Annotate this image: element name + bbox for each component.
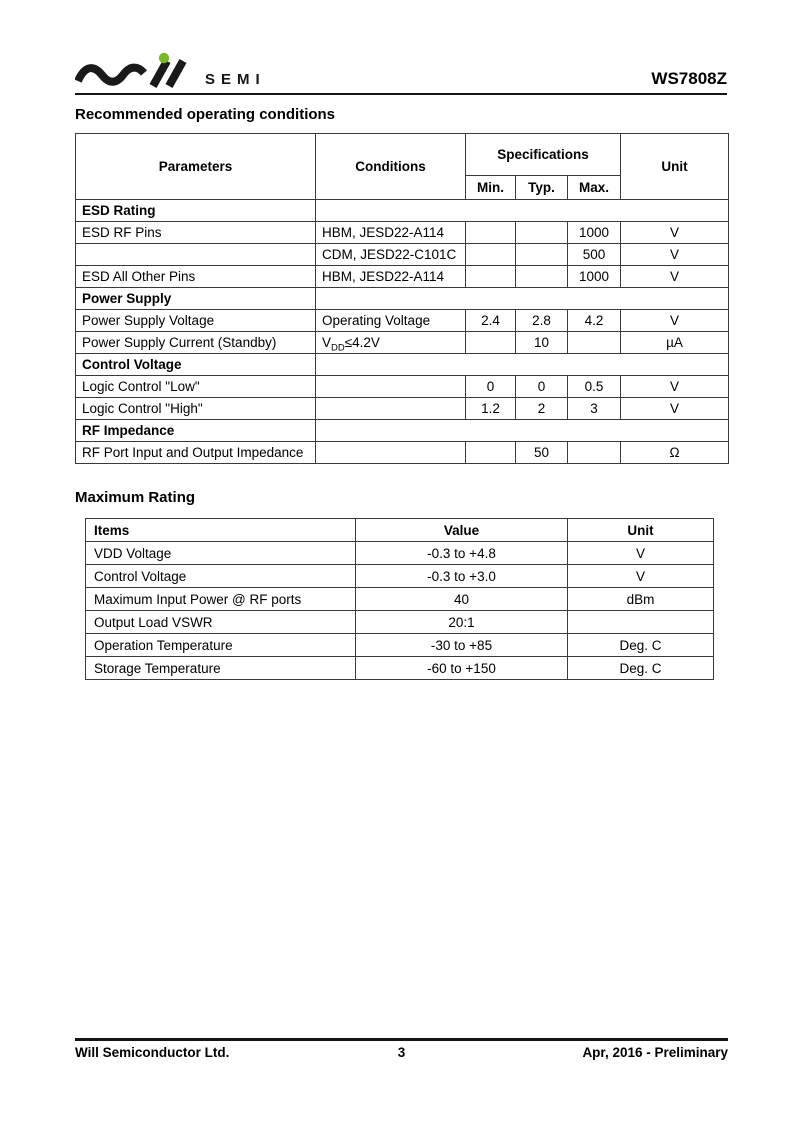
value-cell: 40 bbox=[356, 588, 568, 611]
min-cell bbox=[466, 244, 516, 266]
unit-cell: dBm bbox=[568, 588, 714, 611]
unit-cell: V bbox=[621, 222, 729, 244]
col-header-max: Max. bbox=[568, 176, 621, 200]
section-title-operating-conditions: Recommended operating conditions bbox=[75, 106, 336, 123]
min-cell: 1.2 bbox=[466, 398, 516, 420]
unit-cell: V bbox=[621, 244, 729, 266]
col-header-items: Items bbox=[86, 519, 356, 542]
page-header bbox=[75, 48, 727, 90]
col-header-specifications: Specifications bbox=[466, 134, 621, 176]
maximum-rating-table bbox=[85, 518, 714, 680]
max-cell: 4.2 bbox=[568, 310, 621, 332]
company-logo bbox=[75, 52, 266, 90]
table-row bbox=[86, 565, 714, 588]
table-row bbox=[76, 442, 729, 464]
section-empty-cell bbox=[316, 354, 729, 376]
table-row bbox=[76, 266, 729, 288]
parameter-cell: Logic Control "Low" bbox=[76, 376, 316, 398]
value-cell: 20:1 bbox=[356, 611, 568, 634]
min-cell bbox=[466, 222, 516, 244]
col-header-conditions: Conditions bbox=[316, 134, 466, 200]
section-empty-cell bbox=[316, 420, 729, 442]
min-cell bbox=[466, 266, 516, 288]
table-row bbox=[76, 310, 729, 332]
parameter-cell: Power Supply Voltage bbox=[76, 310, 316, 332]
unit-cell: Deg. C bbox=[568, 657, 714, 680]
max-cell bbox=[568, 332, 621, 354]
condition-cell: Operating Voltage bbox=[316, 310, 466, 332]
item-cell: Storage Temperature bbox=[86, 657, 356, 680]
table-row bbox=[86, 611, 714, 634]
section-row bbox=[76, 288, 729, 310]
operating-conditions-tbody bbox=[76, 200, 729, 464]
table-row bbox=[86, 657, 714, 680]
col-header-unit: Unit bbox=[621, 134, 729, 200]
section-label-cell: ESD Rating bbox=[76, 200, 316, 222]
condition-cell: $V_{DD}\le 4.2V$ bbox=[316, 332, 466, 354]
max-cell: 3 bbox=[568, 398, 621, 420]
section-label-cell: RF Impedance bbox=[76, 420, 316, 442]
table-row bbox=[76, 244, 729, 266]
typ-cell: 2.8 bbox=[516, 310, 568, 332]
typ-cell: 2 bbox=[516, 398, 568, 420]
col-header-unit: Unit bbox=[568, 519, 714, 542]
unit-cell bbox=[568, 611, 714, 634]
table-header-row bbox=[86, 519, 714, 542]
typ-cell bbox=[516, 244, 568, 266]
condition-cell bbox=[316, 376, 466, 398]
item-cell: Maximum Input Power @ RF ports bbox=[86, 588, 356, 611]
max-cell bbox=[568, 442, 621, 464]
unit-cell: V bbox=[568, 565, 714, 588]
col-header-value: Value bbox=[356, 519, 568, 542]
col-header-min: Min. bbox=[466, 176, 516, 200]
unit-cell: V bbox=[621, 266, 729, 288]
section-title-maximum-rating: Maximum Rating bbox=[75, 489, 196, 506]
table-row bbox=[86, 588, 714, 611]
max-cell: 1000 bbox=[568, 266, 621, 288]
condition-cell: CDM, JESD22-C101C bbox=[316, 244, 466, 266]
min-cell: 2.4 bbox=[466, 310, 516, 332]
max-cell: 1000 bbox=[568, 222, 621, 244]
value-cell: -0.3 to +4.8 bbox=[356, 542, 568, 565]
parameter-cell: RF Port Input and Output Impedance bbox=[76, 442, 316, 464]
page-footer bbox=[75, 1038, 728, 1060]
parameter-cell: ESD RF Pins bbox=[76, 222, 316, 244]
operating-conditions-table bbox=[75, 133, 729, 464]
logo-semi-text: SEMI bbox=[205, 71, 266, 88]
parameter-cell bbox=[76, 244, 316, 266]
footer-page-number: 3 bbox=[397, 1045, 406, 1060]
typ-cell: 50 bbox=[516, 442, 568, 464]
table-row bbox=[76, 376, 729, 398]
col-header-parameters: Parameters bbox=[76, 134, 316, 200]
parameter-cell: ESD All Other Pins bbox=[76, 266, 316, 288]
condition-cell bbox=[316, 442, 466, 464]
min-cell bbox=[466, 332, 516, 354]
col-header-typ: Typ. bbox=[516, 176, 568, 200]
unit-cell: V bbox=[621, 376, 729, 398]
section-row bbox=[76, 420, 729, 442]
unit-cell: V bbox=[568, 542, 714, 565]
maximum-rating-tbody bbox=[86, 542, 714, 680]
footer-release: Apr, 2016 - Preliminary bbox=[582, 1045, 729, 1060]
condition-cell bbox=[316, 398, 466, 420]
typ-cell: 0 bbox=[516, 376, 568, 398]
parameter-cell: Power Supply Current (Standby) bbox=[76, 332, 316, 354]
item-cell: Operation Temperature bbox=[86, 634, 356, 657]
min-cell: 0 bbox=[466, 376, 516, 398]
min-cell bbox=[466, 442, 516, 464]
typ-cell: 10 bbox=[516, 332, 568, 354]
table-header-row bbox=[76, 134, 729, 176]
part-number: WS7808Z bbox=[651, 69, 727, 88]
logo-green-dot bbox=[159, 53, 169, 63]
unit-cell: V bbox=[621, 398, 729, 420]
table-row bbox=[76, 332, 729, 354]
unit-cell: µA bbox=[621, 332, 729, 354]
condition-cell: HBM, JESD22-A114 bbox=[316, 222, 466, 244]
section-row bbox=[76, 354, 729, 376]
section-empty-cell bbox=[316, 200, 729, 222]
condition-cell: HBM, JESD22-A114 bbox=[316, 266, 466, 288]
typ-cell bbox=[516, 266, 568, 288]
footer-divider bbox=[75, 1038, 728, 1041]
value-cell: -0.3 to +3.0 bbox=[356, 565, 568, 588]
unit-cell: Deg. C bbox=[568, 634, 714, 657]
table-row bbox=[86, 542, 714, 565]
typ-cell bbox=[516, 222, 568, 244]
item-cell: Output Load VSWR bbox=[86, 611, 356, 634]
section-row bbox=[76, 200, 729, 222]
unit-cell: Ω bbox=[621, 442, 729, 464]
parameter-cell: Logic Control "High" bbox=[76, 398, 316, 420]
unit-cell: V bbox=[621, 310, 729, 332]
item-cell: VDD Voltage bbox=[86, 542, 356, 565]
item-cell: Control Voltage bbox=[86, 565, 356, 588]
footer-company: Will Semiconductor Ltd. bbox=[75, 1045, 230, 1060]
will-logo-icon bbox=[75, 52, 195, 90]
section-empty-cell bbox=[316, 288, 729, 310]
max-cell: 500 bbox=[568, 244, 621, 266]
value-cell: -30 to +85 bbox=[356, 634, 568, 657]
section-label-cell: Power Supply bbox=[76, 288, 316, 310]
table-row bbox=[76, 398, 729, 420]
value-cell: -60 to +150 bbox=[356, 657, 568, 680]
table-row bbox=[76, 222, 729, 244]
table-row bbox=[86, 634, 714, 657]
header-divider bbox=[75, 93, 727, 95]
section-label-cell: Control Voltage bbox=[76, 354, 316, 376]
max-cell: 0.5 bbox=[568, 376, 621, 398]
